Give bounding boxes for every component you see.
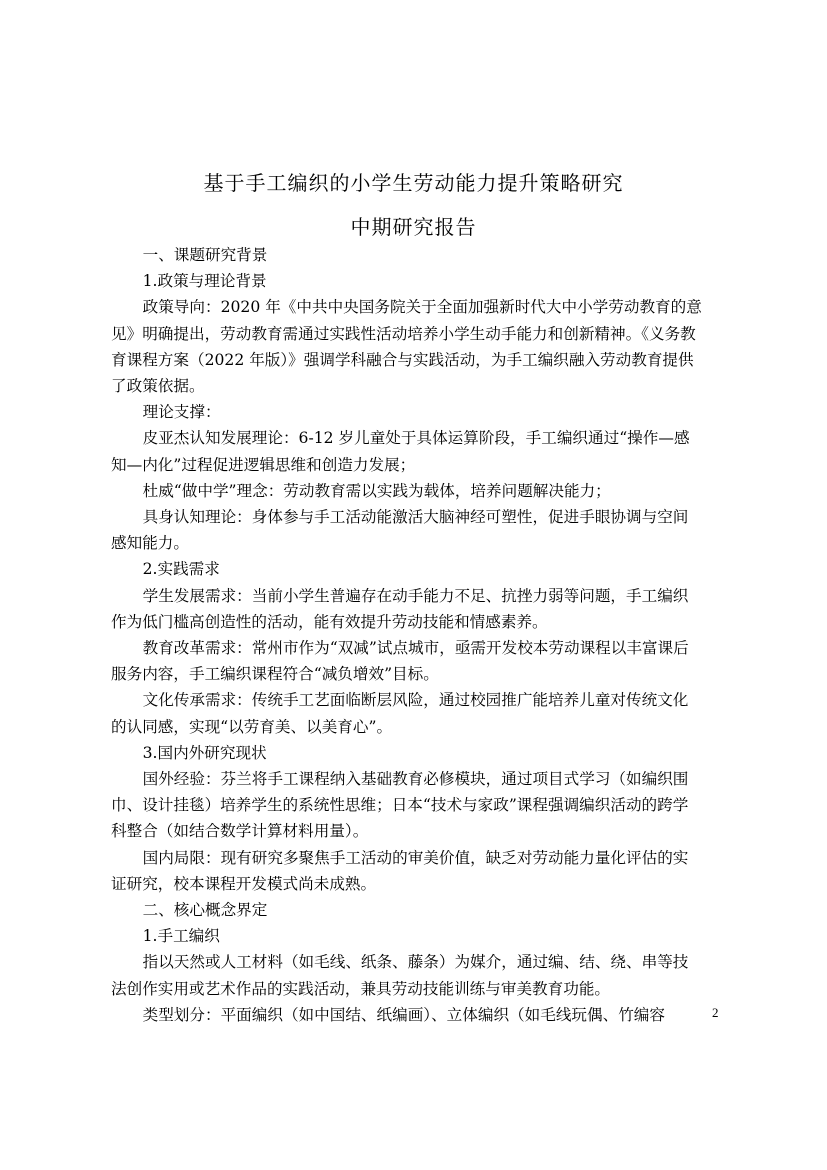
text-line: 科整合（如结合数学计算材料用量）。: [111, 822, 369, 841]
document-title: 基于手工编织的小学生劳动能力提升策略研究: [203, 171, 624, 195]
text-line: 知—内化”过程促进逻辑思维和创造力发展；: [111, 455, 416, 474]
document-body: [111, 242, 723, 1028]
text-line: 的认同感，实现“以劳育美、以美育心”。: [111, 717, 393, 736]
text-line: 理论支撑：: [127, 403, 221, 422]
text-line: 1.政策与理论背景: [127, 272, 267, 291]
text-line: 2.实践需求: [127, 560, 220, 579]
text-line: 感知能力。: [111, 534, 189, 553]
text-line: 3.国内外研究现状: [127, 743, 267, 762]
text-line: 作为低门槛高创造性的活动，能有效提升劳动技能和情感素养。: [111, 612, 548, 631]
text-line: 了政策依据。: [111, 377, 205, 396]
text-line: 类型划分：平面编织（如中国结、纸编画）、立体编织（如毛线玩偶、竹编容: [127, 1005, 665, 1024]
text-line: 杜威“做中学”理念：劳动教育需以实践为载体，培养问题解决能力；: [127, 481, 611, 500]
text-line: 育课程方案（2022 年版）》强调学科融合与实践活动，为手工编织融入劳动教育提供: [111, 350, 694, 369]
text-line: 国内局限：现有研究多聚焦手工活动的审美价值，缺乏对劳动能力量化评估的实: [127, 848, 689, 867]
text-line: 国外经验：芬兰将手工课程纳入基础教育必修模块，通过项目式学习（如编织围: [127, 770, 689, 789]
page-number: 2: [712, 1005, 719, 1020]
text-line: 具身认知理论：身体参与手工活动能激活大脑神经可塑性，促进手眼协调与空间: [127, 508, 689, 527]
text-line: 二、核心概念界定: [127, 901, 268, 920]
text-line: 巾、设计挂毯）培养学生的系统性思维；日本“技术与家政”课程强调编织活动的跨学: [111, 796, 689, 815]
text-line: 证研究，校本课程开发模式尚未成熟。: [111, 874, 377, 893]
text-line: 一、课题研究背景: [127, 246, 268, 264]
text-line: 教育改革需求：常州市作为“双减”试点城市，亟需开发校本劳动课程以丰富课后: [127, 639, 689, 658]
text-line: 法创作实用或艺术作品的实践活动，兼具劳动技能训练与审美教育功能。: [111, 979, 611, 998]
text-line: 学生发展需求：当前小学生普遍存在动手能力不足、抗挫力弱等问题，手工编织: [127, 586, 689, 605]
text-line: 皮亚杰认知发展理论：6-12 岁儿童处于具体运算阶段，手工编织通过“操作—感: [127, 429, 690, 448]
text-line: 指以天然或人工材料（如毛线、纸条、藤条）为媒介，通过编、结、绕、串等技: [127, 953, 689, 972]
text-line: 文化传承需求：传统手工艺面临断层风险，通过校园推广能培养儿童对传统文化: [127, 691, 689, 710]
text-line: 见》明确提出，劳动教育需通过实践性活动培养小学生动手能力和创新精神。《义务教: [111, 324, 696, 343]
text-line: 1.手工编织: [127, 927, 220, 946]
text-line: 服务内容，手工编织课程符合“减负增效”目标。: [111, 665, 439, 684]
document-subtitle: 中期研究报告: [350, 215, 477, 239]
text-line: 政策导向：2020 年《中共中央国务院关于全面加强新时代大中小学劳动教育的意: [127, 298, 702, 317]
